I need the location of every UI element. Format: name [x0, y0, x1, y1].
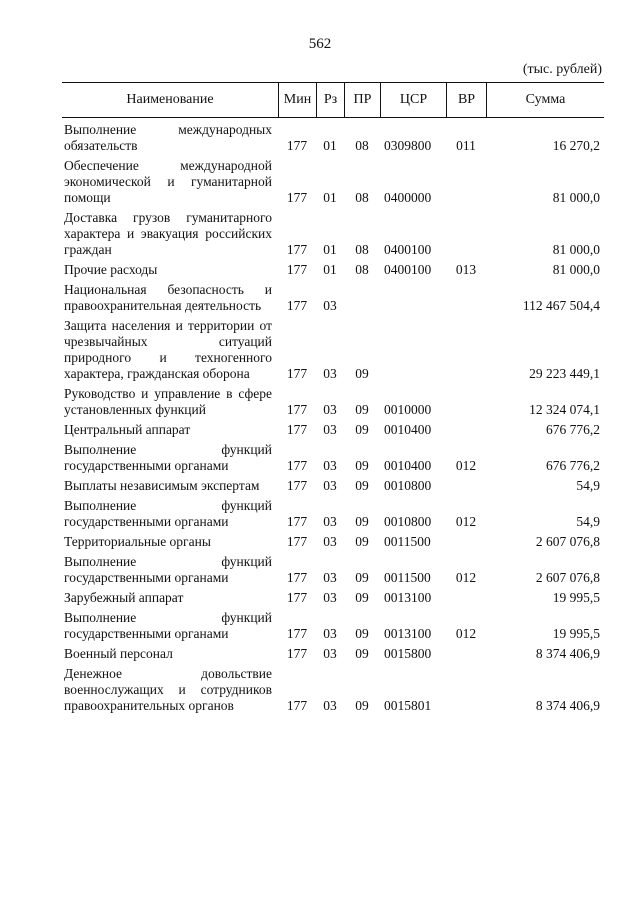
table-row	[62, 262, 604, 278]
row-min: 177	[286, 402, 308, 417]
row-min: 177	[286, 366, 308, 381]
row-pr: 08	[355, 190, 369, 205]
header-name: Наименование	[126, 92, 214, 107]
row-rz: 03	[323, 626, 337, 641]
table-row	[62, 386, 604, 418]
table-row	[62, 122, 604, 154]
row-min: 177	[286, 422, 308, 437]
row-name: Защита населения и территории от чрезвычайных ситуаций природного и техногенного характера, гражданская оборона	[64, 318, 272, 381]
row-pr: 09	[355, 514, 369, 529]
row-vr: 012	[455, 570, 477, 585]
row-sum: 81 000,0	[552, 190, 600, 205]
row-name: Выполнение функций государственными органами	[64, 610, 272, 641]
row-pr: 09	[355, 534, 369, 549]
row-csr: 0010800	[384, 478, 432, 493]
row-vr: 011	[456, 138, 476, 153]
row-vr: 012	[455, 458, 477, 473]
row-name: Доставка грузов гуманитарного характера и эвакуация российских граждан	[64, 210, 272, 257]
row-min: 177	[286, 570, 308, 585]
row-min: 177	[286, 698, 308, 713]
row-min: 177	[286, 458, 308, 473]
row-sum: 81 000,0	[552, 242, 600, 257]
table-row	[62, 422, 604, 438]
row-min: 177	[286, 534, 308, 549]
row-vr: 013	[455, 262, 477, 277]
row-min: 177	[286, 242, 308, 257]
header-csr: ЦСР	[380, 83, 446, 117]
table-row	[62, 210, 604, 258]
row-name: Национальная безопасность и правоохранительная деятельность	[64, 282, 272, 313]
row-name: Денежное довольствие военнослужащих и сотрудников правоохранительных органов	[64, 666, 272, 713]
row-min: 177	[286, 298, 308, 313]
row-name: Военный персонал	[64, 646, 173, 661]
row-min: 177	[286, 626, 308, 641]
row-rz: 03	[323, 366, 337, 381]
row-rz: 03	[323, 298, 337, 313]
row-min: 177	[286, 478, 308, 493]
row-pr: 09	[355, 626, 369, 641]
row-sum: 16 270,2	[552, 138, 600, 153]
row-pr: 09	[355, 402, 369, 417]
row-sum: 676 776,2	[546, 422, 600, 437]
row-min: 177	[286, 590, 308, 605]
table-row	[62, 554, 604, 586]
row-name: Выполнение международных обязательств	[64, 122, 272, 153]
table-row	[62, 666, 604, 714]
row-pr: 08	[355, 262, 369, 277]
table-row	[62, 590, 604, 606]
row-sum: 54,9	[576, 478, 600, 493]
row-pr: 08	[355, 138, 369, 153]
header-sum: Сумма	[486, 83, 604, 117]
row-rz: 03	[323, 478, 337, 493]
row-pr: 09	[355, 366, 369, 381]
row-sum: 8 374 406,9	[535, 698, 600, 713]
header-rz: Рз	[316, 83, 344, 117]
row-rz: 03	[323, 698, 337, 713]
table-row	[62, 498, 604, 530]
table-body	[62, 122, 604, 714]
row-min: 177	[286, 514, 308, 529]
row-min: 177	[286, 262, 308, 277]
row-csr: 0013100	[384, 626, 432, 641]
row-csr: 0010400	[384, 458, 432, 473]
row-name: Выполнение функций государственными органами	[64, 442, 272, 473]
table-row	[62, 442, 604, 474]
row-pr: 09	[355, 590, 369, 605]
row-name: Центральный аппарат	[64, 422, 191, 437]
row-csr: 0010800	[384, 514, 432, 529]
row-csr: 0015801	[384, 698, 432, 713]
row-sum: 19 995,5	[552, 590, 600, 605]
budget-table	[62, 82, 604, 714]
row-csr: 0400000	[384, 190, 432, 205]
header-vr: ВР	[446, 83, 486, 117]
row-sum: 19 995,5	[552, 626, 600, 641]
row-rz: 03	[323, 590, 337, 605]
row-sum: 12 324 074,1	[529, 402, 600, 417]
row-name: Руководство и управление в сфере установленных функций	[64, 386, 272, 417]
row-csr: 0011500	[384, 534, 431, 549]
row-name: Выполнение функций государственными органами	[64, 498, 272, 529]
row-csr: 0400100	[384, 262, 432, 277]
row-rz: 03	[323, 534, 337, 549]
row-sum: 112 467 504,4	[522, 298, 600, 313]
row-sum: 676 776,2	[546, 458, 600, 473]
row-pr: 09	[355, 570, 369, 585]
row-csr: 0011500	[384, 570, 431, 585]
row-pr: 09	[355, 478, 369, 493]
row-pr: 09	[355, 422, 369, 437]
table-row	[62, 534, 604, 550]
row-csr: 0400100	[384, 242, 432, 257]
row-csr: 0010400	[384, 422, 432, 437]
row-name: Выплаты независимым экспертам	[64, 478, 260, 493]
row-name: Зарубежный аппарат	[64, 590, 184, 605]
row-rz: 03	[323, 570, 337, 585]
table-row	[62, 282, 604, 314]
row-sum: 2 607 076,8	[535, 570, 600, 585]
table-row	[62, 158, 604, 206]
row-rz: 03	[323, 458, 337, 473]
row-name: Выполнение функций государственными органами	[64, 554, 272, 585]
row-rz: 03	[323, 514, 337, 529]
row-rz: 01	[323, 262, 337, 277]
row-pr: 09	[355, 458, 369, 473]
row-sum: 54,9	[576, 514, 600, 529]
row-csr: 0010000	[384, 402, 432, 417]
row-name: Территориальные органы	[64, 534, 211, 549]
row-min: 177	[286, 190, 308, 205]
row-pr: 09	[355, 698, 369, 713]
row-pr: 08	[355, 242, 369, 257]
header-pr: ПР	[344, 83, 380, 117]
table-row	[62, 646, 604, 662]
row-rz: 01	[323, 242, 337, 257]
row-rz: 03	[323, 646, 337, 661]
row-min: 177	[286, 138, 308, 153]
row-csr: 0015800	[384, 646, 432, 661]
row-min: 177	[286, 646, 308, 661]
row-name: Прочие расходы	[64, 262, 158, 277]
row-rz: 03	[323, 422, 337, 437]
row-csr: 0013100	[384, 590, 432, 605]
row-sum: 8 374 406,9	[535, 646, 600, 661]
row-vr: 012	[455, 514, 477, 529]
table-row	[62, 478, 604, 494]
row-rz: 01	[323, 190, 337, 205]
row-csr: 0309800	[384, 138, 432, 153]
table-row	[62, 610, 604, 642]
row-vr: 012	[455, 626, 477, 641]
row-name: Обеспечение международной экономической и гуманитарной помощи	[64, 158, 272, 205]
row-sum: 29 223 449,1	[529, 366, 600, 381]
table-row	[62, 318, 604, 382]
row-sum: 2 607 076,8	[535, 534, 600, 549]
header-min: Мин	[278, 83, 316, 117]
page-number: 562	[308, 36, 332, 52]
units-label: (тыс. рублей)	[522, 62, 602, 77]
row-rz: 01	[323, 138, 337, 153]
row-rz: 03	[323, 402, 337, 417]
row-sum: 81 000,0	[552, 262, 600, 277]
row-pr: 09	[355, 646, 369, 661]
table-header	[62, 82, 604, 118]
